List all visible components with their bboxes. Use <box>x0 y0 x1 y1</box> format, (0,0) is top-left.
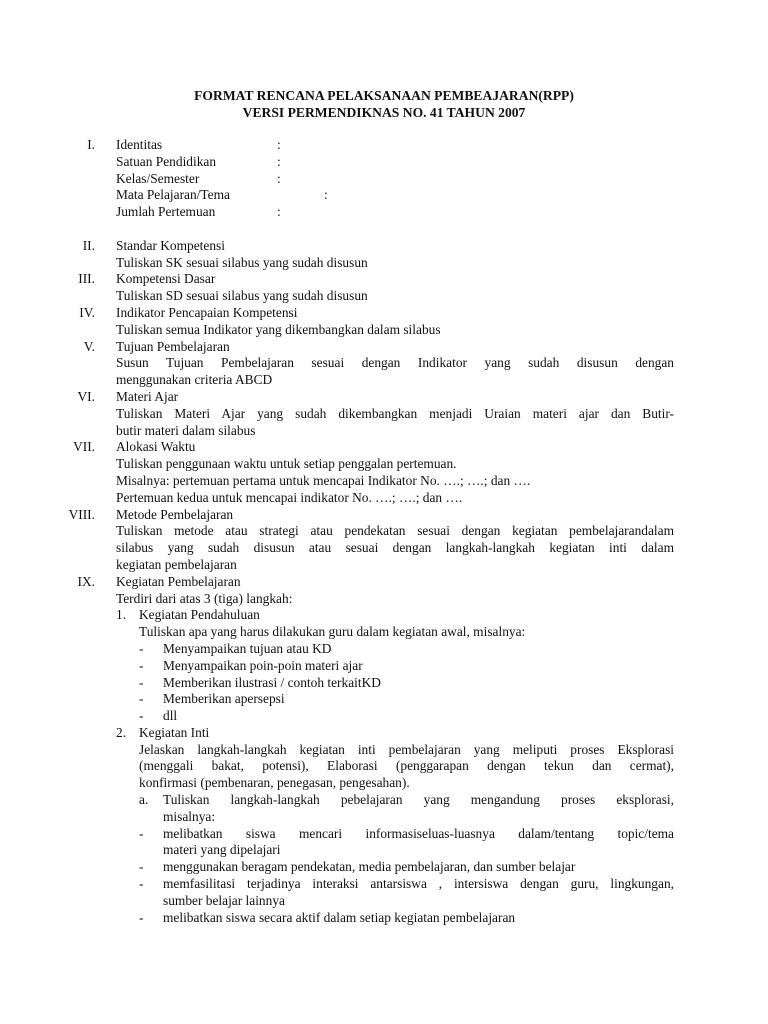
list-item-text: materi yang dipelajari <box>163 842 281 858</box>
section-number: VIII. <box>68 506 95 522</box>
section-number: III. <box>78 271 95 287</box>
field-colon: : <box>277 153 281 169</box>
section-heading: Standar Kompetensi <box>116 237 225 253</box>
section-heading: Indikator Pencapaian Kompetensi <box>116 304 298 320</box>
section-heading: Tujuan Pembelajaran <box>116 338 230 354</box>
list-item <box>0 675 768 692</box>
list-item-text: melibatkan siswa mencari informasiseluas-luasnya dalam/tentang topic/tema <box>163 825 674 841</box>
list-item-text: Memberikan apersepsi <box>163 691 285 707</box>
step-number: 1. <box>116 607 127 623</box>
list-item <box>0 708 768 725</box>
section-alokasi-waktu <box>0 439 768 456</box>
section-body: Tuliskan metode atau strategi atau pendekatan sesuai dengan kegiatan pembelajarandalam <box>116 523 674 539</box>
section-body: Pertemuan kedua untuk mencapai indikator No. ….; ….; dan …. <box>116 489 463 505</box>
section-body: butir materi dalam silabus <box>116 422 256 438</box>
field-label: Kelas/Semester <box>116 170 200 186</box>
list-item-text: Memberikan ilustrasi / contoh terkaitKD <box>163 674 381 690</box>
section-number: VII. <box>73 439 95 455</box>
section-heading: Kompetensi Dasar <box>116 271 216 287</box>
document-body <box>0 137 768 926</box>
section-number: IX. <box>77 573 95 589</box>
field-colon: : <box>277 170 281 186</box>
section-kompetensi-dasar <box>0 271 768 288</box>
bullet-dash: - <box>139 640 144 656</box>
bullet-dash: - <box>139 674 144 690</box>
step-number: 2. <box>116 724 127 740</box>
document-title-line-1: FORMAT RENCANA PELAKSANAAN PEMBEAJARAN(RPP) <box>194 88 574 103</box>
identitas-field <box>0 187 768 204</box>
section-body: Tuliskan penggunaan waktu untuk setiap penggalan pertemuan. <box>116 456 457 472</box>
list-item-text: Tuliskan langkah-langkah pebelajaran yang mengandung proses eksplorasi, <box>163 792 674 808</box>
section-tujuan <box>0 339 768 356</box>
section-body: Tuliskan SD sesuai silabus yang sudah disusun <box>116 288 368 304</box>
list-item <box>0 876 768 893</box>
field-colon: : <box>277 204 281 220</box>
section-number: VI. <box>77 388 95 404</box>
bullet-dash: - <box>139 708 144 724</box>
identitas-field <box>0 154 768 171</box>
step-title: Kegiatan Inti <box>139 724 210 740</box>
section-number: II. <box>82 237 95 253</box>
bullet-dash: - <box>139 909 144 925</box>
field-colon: : <box>277 137 281 152</box>
section-body: menggunakan criteria ABCD <box>116 372 273 388</box>
bullet-dash: - <box>139 691 144 707</box>
field-colon: : <box>324 187 328 203</box>
section-heading: Metode Pembelajaran <box>116 506 234 522</box>
step-paragraph: konfirmasi (pembenaran, penegasan, pengesahan). <box>139 775 410 791</box>
list-item-text: dll <box>163 708 178 724</box>
list-item <box>0 826 768 843</box>
section-indikator <box>0 305 768 322</box>
list-item-text: menggunakan beragam pendekatan, media pembelajaran, dan sumber belajar <box>163 859 576 875</box>
field-label: Jumlah Pertemuan <box>116 204 216 220</box>
step-inti <box>0 725 768 742</box>
section-materi-ajar <box>0 389 768 406</box>
section-body: Susun Tujuan Pembelajaran sesuai dengan Indikator yang sudah disusun dengan <box>116 355 674 371</box>
section-number: V. <box>83 338 95 354</box>
section-body: Terdiri dari atas 3 (tiga) langkah: <box>116 590 293 606</box>
section-identitas <box>0 137 768 154</box>
section-standar-kompetensi <box>0 238 768 255</box>
step-intro: Tuliskan apa yang harus dilakukan guru dalam kegiatan awal, misalnya: <box>139 624 526 640</box>
step-paragraph: (menggali bakat, potensi), Elaborasi (penggarapan dengan tekun dan cermat), <box>139 758 674 774</box>
section-heading: Alokasi Waktu <box>116 439 196 455</box>
list-item <box>0 658 768 675</box>
list-item-text: Menyampaikan tujuan atau KD <box>163 640 332 656</box>
field-label: Satuan Pendidikan <box>116 153 217 169</box>
section-heading: Identitas <box>116 137 163 152</box>
section-body: Misalnya: pertemuan pertama untuk mencapai Indikator No. ….; ….; dan …. <box>116 472 531 488</box>
section-metode <box>0 507 768 524</box>
identitas-field <box>0 204 768 221</box>
section-heading: Materi Ajar <box>116 388 179 404</box>
list-item <box>0 859 768 876</box>
list-item-text: melibatkan siswa secara aktif dalam setiap kegiatan pembelajaran <box>163 909 516 925</box>
list-item <box>0 641 768 658</box>
list-item-text: memfasilitasi terjadinya interaksi antarsiswa , intersiswa dengan guru, lingkungan, <box>163 876 674 892</box>
bullet-dash: - <box>139 825 144 841</box>
step-title: Kegiatan Pendahuluan <box>139 607 260 623</box>
section-heading: Kegiatan Pembelajaran <box>116 573 241 589</box>
section-body: Tuliskan semua Indikator yang dikembangkan dalam silabus <box>116 321 441 337</box>
step-paragraph: Jelaskan langkah-langkah kegiatan inti pembelajaran yang meliputi proses Eksplorasi <box>139 741 674 757</box>
section-kegiatan <box>0 574 768 591</box>
section-body: kegiatan pembelajaran <box>116 556 237 572</box>
list-item <box>0 792 768 809</box>
section-body: Tuliskan Materi Ajar yang sudah dikembangkan menjadi Uraian materi ajar dan Butir- <box>116 405 674 421</box>
bullet-dash: - <box>139 876 144 892</box>
list-item <box>0 910 768 927</box>
list-item <box>0 691 768 708</box>
field-label: Mata Pelajaran/Tema <box>116 187 230 203</box>
document-title-line-2: VERSI PERMENDIKNAS NO. 41 TAHUN 2007 <box>242 105 526 120</box>
section-body: silabus yang sudah disusun atau sesuai dengan langkah-langkah kegiatan inti dalam <box>116 540 674 556</box>
identitas-field <box>0 171 768 188</box>
section-body: Tuliskan SK sesuai silabus yang sudah disusun <box>116 254 368 270</box>
section-number: I. <box>87 137 95 152</box>
step-pendahuluan <box>0 607 768 624</box>
bullet-dash: - <box>139 859 144 875</box>
bullet-dash: - <box>139 657 144 673</box>
list-item-text: sumber belajar lainnya <box>163 892 285 908</box>
list-item-text: Menyampaikan poin-poin materi ajar <box>163 657 363 673</box>
list-item-text: misalnya: <box>163 808 216 824</box>
list-letter: a. <box>139 792 149 808</box>
section-number: IV. <box>79 304 95 320</box>
